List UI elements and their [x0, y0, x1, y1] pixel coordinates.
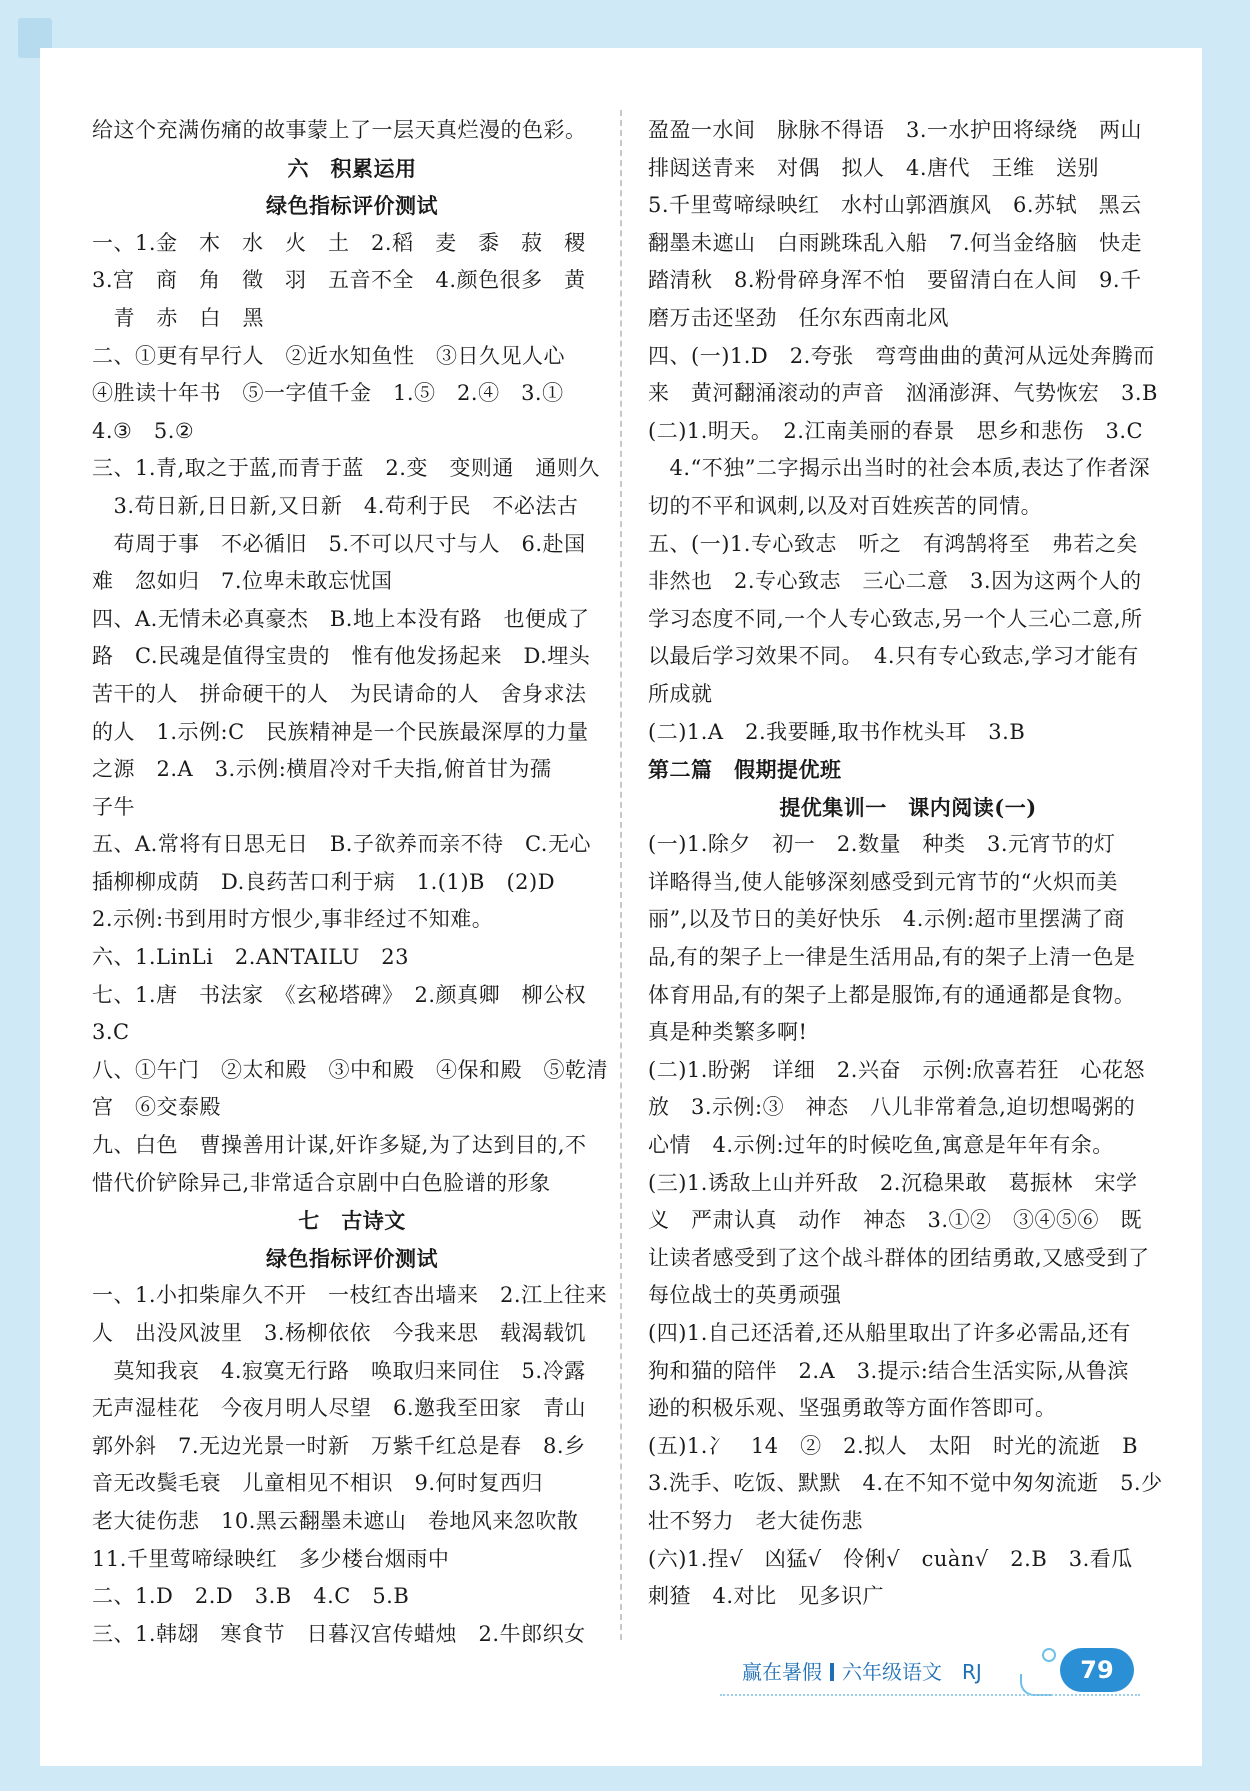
answer-line: 四、A.无情未必真豪杰 B.地上本没有路 也便成了: [92, 606, 590, 631]
answer-line: 非然也 2.专心致志 三心二意 3.因为这两个人的: [648, 569, 1142, 594]
answer-line: 青 赤 白 黑: [92, 305, 264, 330]
answer-line: 5.千里莺啼绿映红 水村山郭酒旗风 6.苏轼 黑云: [648, 193, 1142, 218]
answer-line: 刺猹 4.对比 见多识广: [648, 1584, 885, 1609]
footer-separator: [830, 1663, 834, 1681]
footer-rule: [720, 1694, 1140, 1696]
answer-line: 放 3.示例:③ 神态 八儿非常着急,迫切想喝粥的: [648, 1095, 1136, 1120]
answer-line: 一、1.金 木 水 火 土 2.稻 麦 黍 菽 稷: [92, 230, 586, 255]
answer-line: 音无改鬓毛衰 儿童相见不相识 9.何时复西归: [92, 1471, 544, 1496]
answer-line: 人 出没风波里 3.杨柳依依 今我来思 载渴载饥: [92, 1321, 587, 1345]
answer-line: 详略得当,使人能够深刻感受到元宵节的“火炽而美: [648, 869, 1118, 894]
answer-line: 无声湿桂花 今夜月明人尽望 6.邀我至田家 青山: [92, 1396, 587, 1421]
answer-line: 品,有的架子上一律是生活用品,有的架子上清一色是: [648, 945, 1136, 970]
answer-line: 3.洗手、吃饭、默默 4.在不知不觉中匆匆流逝 5.少: [648, 1471, 1163, 1496]
answer-line: 三、1.韩翃 寒食节 日暮汉宫传蜡烛 2.牛郎织女: [92, 1621, 586, 1646]
footer-series: 赢在暑假: [742, 1660, 822, 1684]
answer-line: 义 严肃认真 动作 神态 3.①② ③④⑤⑥ 既: [648, 1208, 1143, 1233]
answer-line: 让读者感受到了这个战斗群体的团结勇敢,又感受到了: [648, 1245, 1150, 1270]
answer-line: (一)1.除夕 初一 2.数量 种类 3.元宵节的灯: [648, 832, 1116, 857]
answer-line: 路 C.民魂是值得宝贵的 惟有他发扬起来 D.埋头: [92, 644, 591, 669]
answer-line: 五、A.常将有日思无日 B.子欲养而亲不待 C.无心: [92, 832, 591, 857]
footer-edition: RJ: [962, 1660, 982, 1684]
answer-line: 2.示例:书到用时方恨少,事非经过不知难。: [92, 907, 494, 932]
answer-line: (六)1.挰√ 凶猛√ 伶俐√ cuàn√ 2.B 3.看瓜: [648, 1546, 1133, 1571]
answer-line: 丽”,以及节日的美好快乐 4.示例:超市里摆满了商: [648, 907, 1126, 932]
answer-line: 狗和猫的陪伴 2.A 3.提示:结合生活实际,从鲁滨: [648, 1358, 1129, 1383]
answer-line: 体育用品,有的架子上都是服饰,有的通通都是食物。: [648, 982, 1136, 1007]
answer-line: (二)1.盼粥 详细 2.兴奋 示例:欣喜若狂 心花怒: [648, 1057, 1146, 1082]
page-number-badge: 79: [1060, 1648, 1134, 1692]
answer-line: 逊的积极乐观、坚强勇敢等方面作答即可。: [648, 1396, 1057, 1421]
answer-line: 八、①午门 ②太和殿 ③中和殿 ④保和殿 ⑤乾清: [92, 1057, 608, 1082]
answer-line: (二)1.明天。 2.江南美丽的春景 思乡和悲伤 3.C: [648, 418, 1144, 443]
answer-line: 三、1.青,取之于蓝,而青于蓝 2.变 变则通 通则久: [92, 456, 600, 481]
answer-line: 磨万击还坚劲 任尔东西南北风: [648, 305, 949, 330]
answer-line: 心情 4.示例:过年的时候吃鱼,寓意是年年有余。: [648, 1133, 1114, 1158]
answer-line: 苟周于事 不必循旧 5.不可以尺寸与人 6.赴国: [92, 531, 586, 556]
answer-line: 盈盈一水间 脉脉不得语 3.一水护田将绿绕 两山: [648, 118, 1143, 142]
footer-curve-decoration: [1020, 1674, 1052, 1696]
answer-line: 学习态度不同,一个人专心致志,另一个人三心二意,所: [648, 606, 1143, 631]
answer-line: 3.宫 商 角 徵 羽 五音不全 4.颜色很多 黄: [92, 268, 586, 293]
section-heading: 第二篇 假期提优班: [648, 757, 842, 783]
answer-line: 六、1.LinLi 2.ANTAILU 23: [92, 945, 409, 970]
answer-line: (五)1.冫 14 ② 2.拟人 太阳 时光的流逝 B: [648, 1433, 1139, 1458]
answer-line: 以最后学习效果不同。 4.只有专心致志,学习才能有: [648, 644, 1139, 669]
answer-line: 四、(一)1.D 2.夸张 弯弯曲曲的黄河从远处奔腾而: [648, 343, 1155, 368]
answer-line: 来 黄河翻涌滚动的声音 汹涌澎湃、气势恢宏 3.B: [648, 381, 1158, 406]
answer-line: 真是种类繁多啊!: [648, 1020, 808, 1045]
answer-line: 4.“不独”二字揭示出当时的社会本质,表达了作者深: [648, 456, 1151, 481]
section-heading: 六 积累运用: [287, 155, 417, 181]
answer-line: 踏清秋 8.粉骨碎身浑不怕 要留清白在人间 9.千: [648, 268, 1142, 293]
answer-line: 壮不努力 老大徒伤悲: [648, 1508, 863, 1533]
answer-line: 每位战士的英勇顽强: [648, 1283, 842, 1308]
answer-line: ④胜读十年书 ⑤一字值千金 1.⑤ 2.④ 3.①: [92, 381, 564, 406]
answer-line: 之源 2.A 3.示例:横眉冷对千夫指,俯首甘为孺: [92, 757, 552, 782]
left-column: [92, 112, 612, 1653]
answer-line: 给这个充满伤痛的故事蒙上了一层天真烂漫的色彩。: [92, 118, 587, 142]
answer-line: 难 忽如归 7.位卑未敢忘忧国: [92, 569, 393, 594]
answer-line: 二、①更有早行人 ②近水知鱼性 ③日久见人心: [92, 343, 565, 368]
answer-line: 苦干的人 拼命硬干的人 为民请命的人 舍身求法: [92, 681, 587, 706]
answer-line: 七、1.唐 书法家 《玄秘塔碑》 2.颜真卿 柳公权: [92, 982, 587, 1007]
answer-line: 惜代价铲除异己,非常适合京剧中白色脸谱的形象: [92, 1170, 551, 1195]
answer-line: 子牛: [92, 794, 135, 819]
answer-line: 二、1.D 2.D 3.B 4.C 5.B: [92, 1584, 410, 1609]
answer-line: 所成就: [648, 681, 713, 706]
answer-line: 五、(一)1.专心致志 听之 有鸿鹄将至 弗若之矣: [648, 531, 1138, 556]
section-heading: 提优集训一 课内阅读(一): [779, 794, 1037, 820]
answer-line: 排闼送青来 对偶 拟人 4.唐代 王维 送别: [648, 155, 1100, 180]
answer-line: 老大徒伤悲 10.黑云翻墨未遮山 卷地风来忽吹散: [92, 1508, 579, 1533]
answer-line: 九、白色 曹操善用计谋,奸诈多疑,为了达到目的,不: [92, 1133, 587, 1158]
footer-text: [742, 1656, 982, 1685]
footer-grade: 六年级语文: [842, 1660, 942, 1684]
answer-line: 切的不平和讽刺,以及对百姓疾苦的同情。: [648, 493, 1043, 518]
page-footer: [720, 1654, 1160, 1694]
answer-line: 3.苟日新,日日新,又日新 4.苟利于民 不必法古: [92, 493, 579, 518]
right-column: [648, 112, 1168, 1616]
answer-line: 4.③ 5.②: [92, 418, 195, 443]
section-heading: 七 古诗文: [298, 1208, 406, 1234]
answer-line: 3.C: [92, 1020, 130, 1045]
answer-line: (四)1.自己还活着,还从船里取出了许多必需品,还有: [648, 1321, 1131, 1345]
answer-line: (二)1.A 2.我要睡,取书作枕头耳 3.B: [648, 719, 1026, 744]
answer-line: 翻墨未遮山 白雨跳珠乱入船 7.何当金络脑 快走: [648, 230, 1143, 255]
column-divider: [620, 110, 622, 1640]
answer-line: 郭外斜 7.无边光景一时新 万紫千红总是春 8.乡: [92, 1433, 586, 1458]
answer-line: 的人 1.示例:C 民族精神是一个民族最深厚的力量: [92, 719, 589, 744]
answer-line: 插柳柳成荫 D.良药苦口利于病 1.(1)B (2)D: [92, 869, 556, 894]
answer-line: (三)1.诱敌上山并歼敌 2.沉稳果敢 葛振林 宋学: [648, 1170, 1138, 1195]
answer-line: 宫 ⑥交泰殿: [92, 1095, 221, 1120]
section-heading: 绿色指标评价测试: [266, 1245, 438, 1271]
answer-line: 莫知我哀 4.寂寞无行路 唤取归来同住 5.冷露: [92, 1358, 586, 1383]
answer-line: 11.千里莺啼绿映红 多少楼台烟雨中: [92, 1546, 450, 1571]
answer-line: 一、1.小扣柴扉久不开 一枝红杏出墙来 2.江上往来: [92, 1283, 608, 1308]
section-heading: 绿色指标评价测试: [266, 193, 438, 219]
footer-dot-decoration: [1042, 1648, 1056, 1662]
